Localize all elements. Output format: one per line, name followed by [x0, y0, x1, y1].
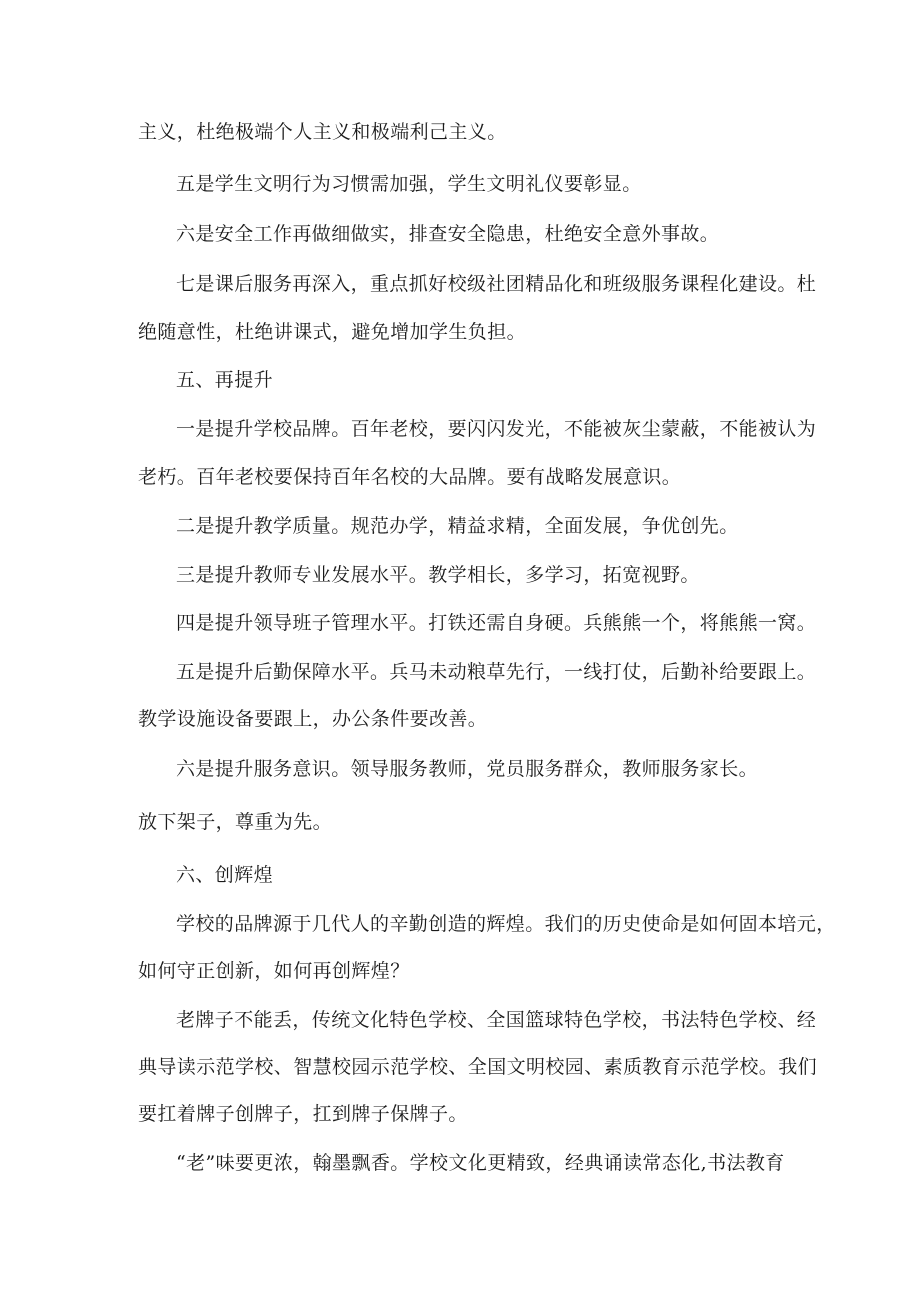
text-line: 七是课后服务再深入，重点抓好校级社团精品化和班级服务课程化建设。杜 [176, 273, 817, 295]
text-line: 教学设施设备要跟上，办公条件要改善。 [138, 708, 488, 730]
text-line: 如何守正创新，如何再创辉煌？ [138, 960, 410, 982]
text-line: 老牌子不能丢，传统文化特色学校、全国篮球特色学校，书法特色学校、经 [176, 1009, 817, 1031]
text-line: 要扛着牌子创牌子，扛到牌子保牌子。 [138, 1103, 468, 1125]
text-line: 绝随意性，杜绝讲课式，避免增加学生负担。 [138, 321, 527, 343]
text-line: 四是提升领导班子管理水平。打铁还需自身硬。兵熊熊一个，将熊熊一窝。 [176, 612, 817, 634]
text-line: 典导读示范学校、智慧校园示范学校、全国文明校园、素质教育示范学校。我们 [138, 1056, 818, 1078]
text-line: 三是提升教师专业发展水平。教学相长，多学习，拓宽视野。 [176, 564, 700, 586]
text-line: 五是学生文明行为习惯需加强，学生文明礼仪要彰显。 [176, 173, 642, 195]
text-line: 二是提升教学质量。规范办学，精益求精，全面发展，争优创先。 [176, 515, 739, 537]
text-line: 六是安全工作再做细做实，排查安全隐患，杜绝安全意外事故。 [176, 223, 720, 245]
section-heading: 五、再提升 [176, 369, 274, 391]
text-line: 主义，杜绝极端个人主义和极端利己主义。 [138, 121, 507, 143]
text-line: 六是提升服务意识。领导服务教师，党员服务群众，教师服务家长。 [176, 758, 759, 780]
text-line: 老朽。百年老校要保持百年名校的大品牌。要有战略发展意识。 [138, 466, 682, 488]
text-line: 一是提升学校品牌。百年老校，要闪闪发光，不能被灰尘蒙蔽，不能被认为 [176, 418, 817, 440]
text-line: 放下架子，尊重为先。 [138, 811, 333, 833]
text-line: “老”味要更浓，翰墨飘香。学校文化更精致，经典诵读常态化,书法教育 [176, 1152, 785, 1174]
text-line: 五是提升后勤保障水平。兵马未动粮草先行，一线打仗，后勤补给要跟上。 [176, 661, 817, 683]
section-heading: 六、创辉煌 [176, 864, 274, 886]
text-line: 学校的品牌源于几代人的辛勤创造的辉煌。我们的历史使命是如何固本培元， [176, 913, 836, 935]
